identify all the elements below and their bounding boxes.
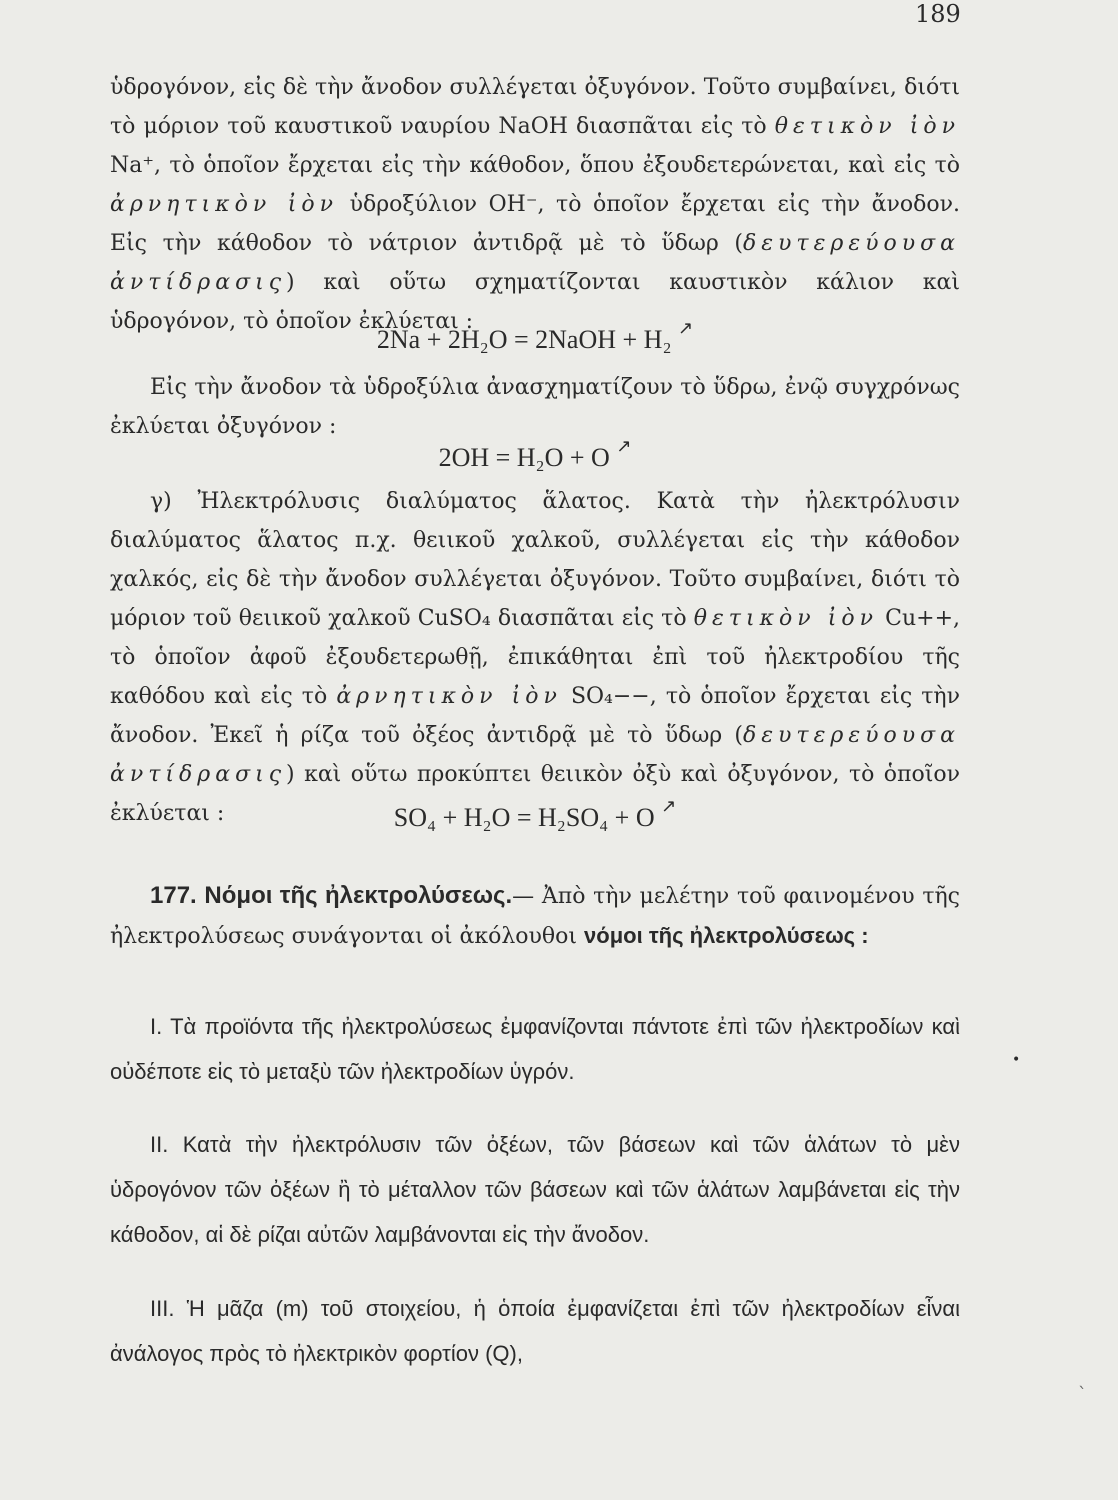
equation-text: SO₄ + H₂O = H₂SO₄ + O	[393, 803, 655, 832]
text-segment: ) καὶ οὕτω σχηματίζονται καυστικὸν κάλιον καὶ ὑδρογόνον, τὸ ὁποῖον ἐκλύεται :	[110, 270, 960, 334]
gas-release-arrow-icon: ↗	[678, 318, 694, 338]
spaced-term: δευτερεύουσα ἀντίδρασις	[110, 723, 960, 787]
spaced-term: δευτερεύουσα ἀντίδρασις	[110, 231, 960, 295]
paragraph-electrolysis-naoh	[110, 68, 960, 341]
text-segment: ὑδρογόνον, εἰς δὲ τὴν ἄνοδον συλλέγεται ὀξυγόνον. Τοῦτο συμβαίνει, διότι τὸ μόριον τοῦ καυστικοῦ ναυρίου NaOH διασπᾶται εἰς τὸ	[110, 75, 960, 139]
spaced-term: θετικὸν ἰὸν	[774, 114, 960, 139]
law-1: Ι. Τὰ προϊόντα τῆς ἠλεκτρολύσεως ἐμφανίζονται πάντοτε ἐπὶ τῶν ἠλεκτροδίων καὶ οὐδέποτε εἰς τὸ μεταξὺ τῶν ἠλεκτροδίων ὑγρόν.	[110, 1014, 960, 1084]
text-segment: ὑδροξύλιον OH⁻, τὸ ὁποῖον ἔρχεται εἰς τὴν ἄνοδον. Εἰς τὴν κάθοδον τὸ νάτριον ἀντιδρᾷ μὲ τὸ ὕδωρ (	[110, 192, 960, 256]
gas-release-arrow-icon: ↗	[661, 796, 677, 816]
text-segment: γ) Ἠλεκτρόλυσις διαλύματος ἅλατος. Κατὰ τὴν ἠλεκτρόλυσιν διαλύματος ἅλατος π.χ. θειικοῦ χαλκοῦ, συλλέγεται εἰς τὴν κάθοδον χαλκός, εἰς δὲ τὴν ἄνοδον συλλέγεται ὀξυγόνον. Τοῦτο συμβαίνει, διότι τὸ μόριον τοῦ θειικοῦ χαλκοῦ CuSO₄ διασπᾶται εἰς τὸ	[110, 489, 960, 631]
equation-text: 2OH = H₂O + O	[438, 443, 610, 472]
paragraph-salt-electrolysis	[110, 482, 960, 833]
spaced-term: ἀρνητικὸν ἰὸν	[110, 192, 339, 217]
text-segment: ) καὶ οὕτω προκύπτει θειικὸν ὀξὺ καὶ ὀξυγόνον, τὸ ὁποῖον ἐκλύεται :	[110, 762, 960, 826]
spaced-term: θετικὸν ἰὸν	[693, 606, 879, 631]
section-number: 177.	[150, 882, 197, 909]
paragraph-anode-hydroxide: Εἰς τὴν ἄνοδον τὰ ὑδροξύλια ἀνασχηματίζουν τὸ ὕδρω, ἐνῷ συγχρόνως ἐκλύεται ὀξυγόνον :	[110, 375, 960, 439]
laws-label: νόμοι τῆς ἠλεκτρολύσεως :	[584, 923, 869, 948]
section-177-heading	[110, 876, 960, 956]
spaced-term: ἀρνητικὸν ἰὸν	[336, 684, 562, 709]
text-segment: —	[512, 884, 542, 909]
gas-release-arrow-icon: ↗	[616, 436, 632, 456]
text-segment: Ἀπὸ τὴν μελέτην τοῦ φαινομένου τῆς ἠλεκτρολύσεως συνάγονται οἱ ἀκόλουθοι	[110, 884, 961, 949]
equation-sulfate	[110, 798, 960, 840]
text-segment: Cu++, τὸ ὁποῖον ἀφοῦ ἐξουδετερωθῇ, ἐπικάθηται ἐπὶ τοῦ ἠλεκτροδίου τῆς καθόδου καὶ εἰς τὸ	[110, 606, 961, 709]
margin-tick: ˋ	[1078, 1384, 1087, 1405]
page-number: 189	[915, 0, 961, 28]
text-segment: Na⁺, τὸ ὁποῖον ἔρχεται εἰς τὴν κάθοδον, ὅπου ἐξουδετερώνεται, καὶ εἰς τὸ	[110, 153, 960, 178]
law-2: ΙΙ. Κατὰ τὴν ἠλεκτρόλυσιν τῶν ὀξέων, τῶν βάσεων καὶ τῶν ἁλάτων τὸ μὲν ὑδρογόνον τῶν ὀξέων ἢ τὸ μέταλλον τῶν βάσεων καὶ τῶν ἁλάτων λαμβάνεται εἰς τὴν κάθοδον, αἱ δὲ ρίζαι αὐτῶν λαμβάνονται εἰς τὴν ἄνοδον.	[110, 1132, 960, 1247]
margin-mark: •	[1012, 1052, 1021, 1068]
equation-hydroxide	[110, 438, 960, 480]
equation-sodium-water	[110, 320, 960, 362]
section-title: Νόμοι τῆς ἠλεκτρολύσεως.	[204, 882, 513, 909]
text-segment: SO₄−−, τὸ ὁποῖον ἔρχεται εἰς τὴν ἄνοδον. Ἐκεῖ ἡ ρίζα τοῦ ὀξέος ἀντιδρᾷ μὲ τὸ ὕδωρ (	[110, 684, 960, 748]
law-3: ΙΙΙ. Ἡ μᾶζα (m) τοῦ στοιχείου, ἡ ὁποία ἐμφανίζεται ἐπὶ τῶν ἠλεκτροδίων εἶναι ἀνάλογος πρὸς τὸ ἠλεκτρικὸν φορτίον (Q),	[110, 1296, 960, 1366]
equation-text: 2Na + 2H₂O = 2NaOH + H₂	[376, 325, 672, 354]
